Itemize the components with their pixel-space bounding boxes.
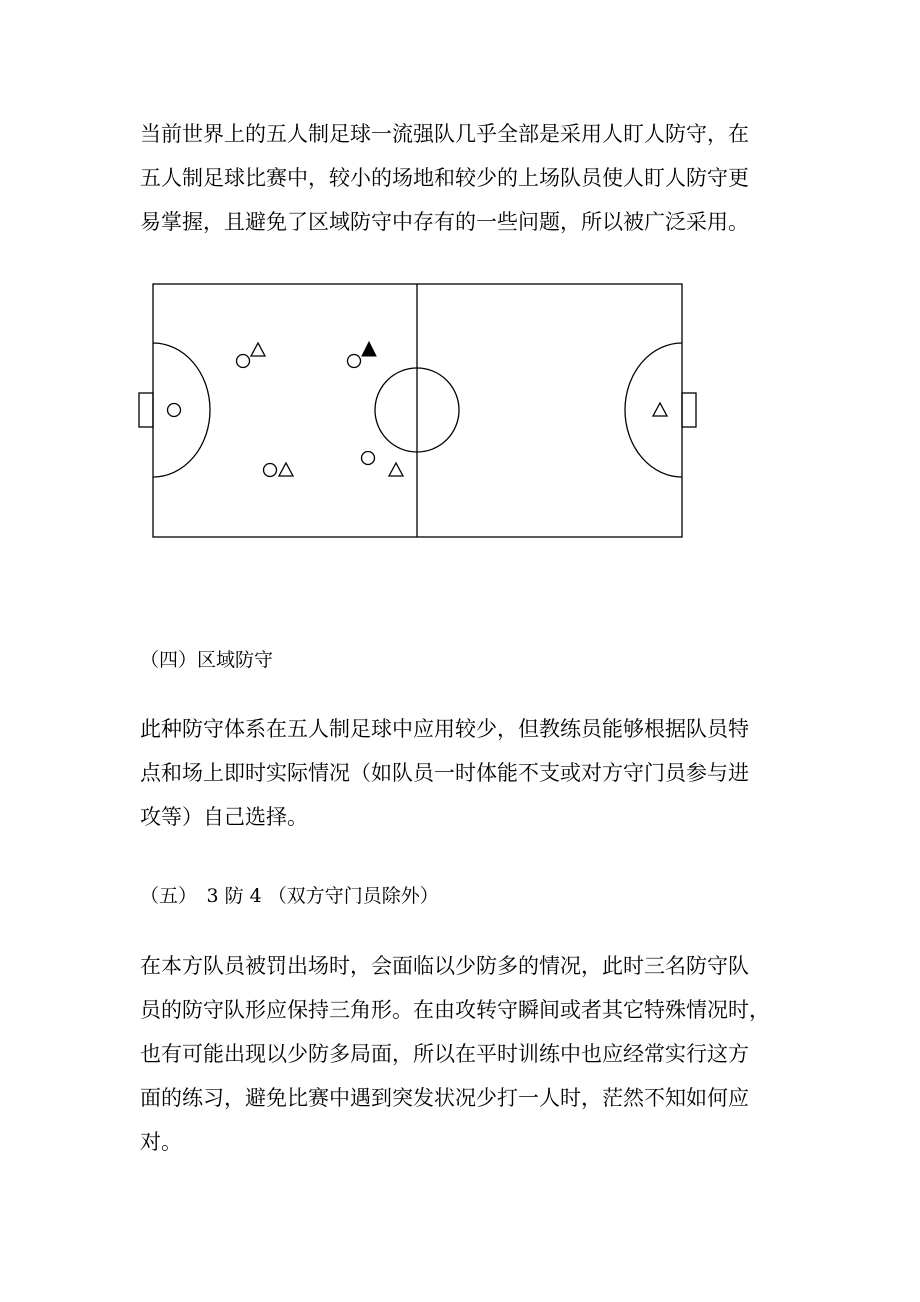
defender-marker <box>348 355 361 368</box>
defender-marker <box>264 464 277 477</box>
section5-heading: （五） 3 防 4 （双方守门员除外） <box>140 885 439 907</box>
right-goal <box>682 393 696 427</box>
section4-heading: （四）区域防守 <box>140 649 274 671</box>
intro-line: 易掌握，且避免了区域防守中存有的一些问题，所以被广泛采用。 <box>140 210 749 234</box>
defender-marker <box>362 452 375 465</box>
intro-paragraph <box>140 112 790 244</box>
section5-line: 也有可能出现以少防多局面，所以在平时训练中也应经常实行这方 <box>140 1042 749 1066</box>
section4-paragraph <box>140 707 790 839</box>
section5-line: 在本方队员被罚出场时，会面临以少防多的情况，此时三名防守队 <box>140 954 749 978</box>
left-penalty-arc <box>153 343 210 477</box>
attacker-marker <box>279 463 293 476</box>
attacker-goalkeeper-marker <box>653 403 667 416</box>
left-goal <box>139 393 153 427</box>
section5-paragraph <box>140 944 790 1164</box>
futsal-field-diagram <box>138 280 700 542</box>
ball-carrier-marker <box>362 342 376 356</box>
intro-line: 五人制足球比赛中，较小的场地和较少的上场队员使人盯人防守更 <box>140 166 749 190</box>
section4-line: 攻等）自己选择。 <box>140 805 308 829</box>
section4-line: 点和场上即时实际情况（如队员一时体能不支或对方守门员参与进 <box>140 761 749 785</box>
section5-line: 员的防守队形应保持三角形。在由攻转守瞬间或者其它特殊情况时， <box>140 998 770 1022</box>
attacker-marker <box>389 463 403 476</box>
intro-line: 当前世界上的五人制足球一流强队几乎全部是采用人盯人防守，在 <box>140 122 749 146</box>
attacker-marker <box>251 343 265 356</box>
section5-line: 面的练习，避免比赛中遇到突发状况少打一人时，茫然不知如何应 <box>140 1086 749 1110</box>
right-penalty-arc <box>625 343 682 477</box>
defender-goalkeeper-marker <box>168 404 181 417</box>
section5-line: 对。 <box>140 1130 182 1154</box>
defender-marker <box>237 355 250 368</box>
section4-line: 此种防守体系在五人制足球中应用较少，但教练员能够根据队员特 <box>140 717 749 741</box>
